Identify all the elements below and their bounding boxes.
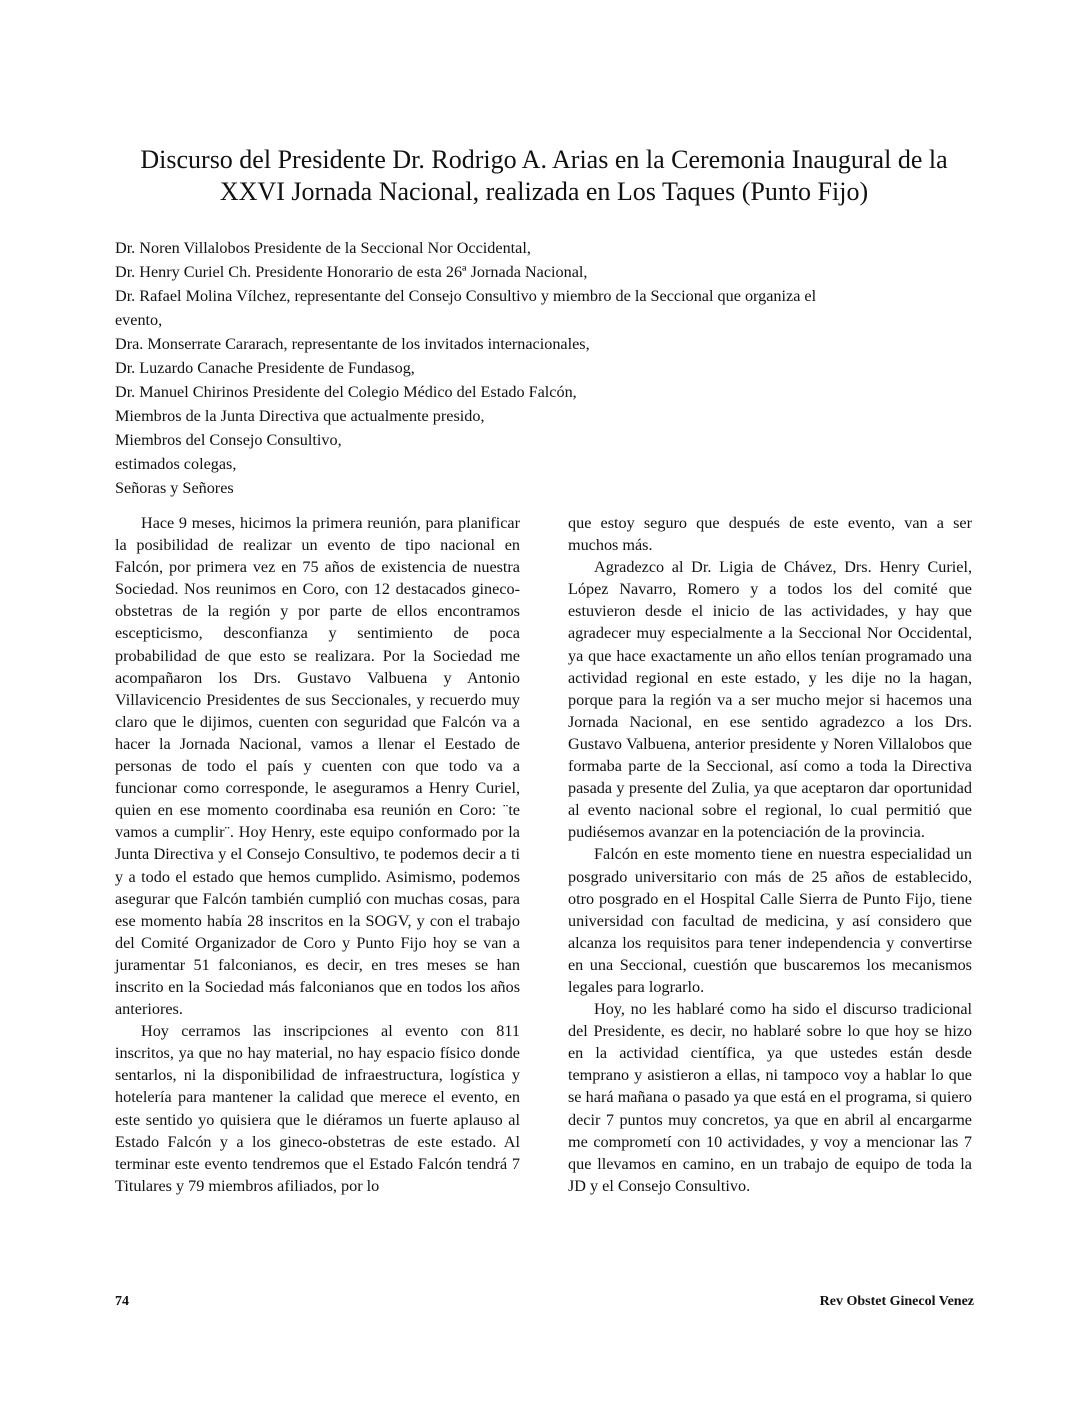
body-paragraph: Hoy, no les hablaré como ha sido el discurso tradicional del Presidente, es decir, no hablaré sobre lo que hoy se hizo en la actividad científica, ya que ustedes están desde temprano y asistieron a ellas, ni tampoco voy a hablar lo que se hará mañana o pasado ya que está en el programa, si quiero decir 7 puntos muy concretos, ya que en abril al encargarme me comprometí con 10 actividades, y voy a mencionar las 7 que llevamos en camino, en un trabajo de equipo de toda la JD y el Consejo Consultivo.: [568, 1000, 972, 1195]
salutation-line: Dr. Henry Curiel Ch. Presidente Honorario de esta 26ª Jornada Nacional,: [115, 263, 588, 281]
salutation-line: Dr. Noren Villalobos Presidente de la Seccional Nor Occidental,: [115, 239, 531, 257]
salutations-list: [115, 236, 1005, 500]
title-line-1: Discurso del Presidente Dr. Rodrigo A. Arias en la Ceremonia Inaugural de la: [140, 145, 948, 174]
salutation-line: Dr. Rafael Molina Vílchez, representante del Consejo Consultivo y miembro de la Seccional que organiza el: [115, 287, 817, 305]
body-paragraph: Hace 9 meses, hicimos la primera reunión, para planificar la posibilidad de realizar un evento de tipo nacional en Falcón, por primera vez en 75 años de existencia de nuestra Sociedad. Nos reunimos en Coro, con 12 destacados gineco-obstetras de la región y por parte de ellos encontramos escepticismo, desconfianza y sentimiento de poca probabilidad de que esto se realizara. Por la Sociedad me acompañaron los Drs. Gustavo Valbuena y Antonio Villavicencio Presidentes de sus Seccionales, y recuerdo muy claro que le dijimos, cuenten con seguridad que Falcón va a hacer la Jornada Nacional, vamos a llenar el Eestado de personas de todo el país y cuenten con que todo va a funcionar como corresponde, le aseguramos a Henry Curiel, quien en ese momento coordinaba esa reunión en Coro: ¨te vamos a cumplir¨. Hoy Henry, este equipo conformado por la Junta Directiva y el Consejo Consultivo, te podemos decir a ti y a todo el estado que hemos cumplido. Asimismo, podemos asegurar que Falcón también cumplió con muchas cosas, para ese momento había 28 inscritos en la SOGV, y con el trabajo del Comité Organizador de Coro y Punto Fijo hoy se van a juramentar 51 falconianos, es decir, en tres meses se han inscrito en la Sociedad más falconianos que en todos los años anteriores.: [115, 514, 520, 1019]
salutation-line: evento,: [115, 311, 163, 329]
left-column: [115, 512, 520, 1197]
body-paragraph: Agradezco al Dr. Ligia de Chávez, Drs. Henry Curiel, López Navarro, Romero y a todos los del comité que estuvieron desde el inicio de las actividades, y hay que agradecer muy especialmente a la Seccional Nor Occidental, ya que hace exactamente un año ellos tenían programado una actividad regional en este estado, y les dije no la hagan, porque para la región va a ser mucho mejor si hacemos una Jornada Nacional, en ese sentido agradezco a los Drs. Gustavo Valbuena, anterior presidente y Noren Villalobos que formaba parte de la Seccional, así como a toda la Directiva pasada y presente del Zulia, ya que aceptaron dar oportunidad al evento nacional sobre el regional, lo cual permitió que pudiésemos avanzar en la potenciación de la provincia.: [568, 558, 972, 842]
salutation-line: Dra. Monserrate Cararach, representante de los invitados internacionales,: [115, 335, 590, 353]
salutation-line: Señoras y Señores: [115, 479, 234, 497]
salutation-line: Miembros de la Junta Directiva que actualmente presido,: [115, 407, 485, 425]
salutation-line: Miembros del Consejo Consultivo,: [115, 431, 342, 449]
salutation-line: Dr. Manuel Chirinos Presidente del Colegio Médico del Estado Falcón,: [115, 383, 577, 401]
salutation-line: Dr. Luzardo Canache Presidente de Fundasog,: [115, 359, 415, 377]
body-paragraph: Falcón en este momento tiene en nuestra especialidad un posgrado universitario con más de 25 años de establecido, otro posgrado en el Hospital Calle Sierra de Punto Fijo, tiene universidad con facultad de medicina, y así considero que alcanza los requisitos para tener independencia y convertirse en una Seccional, cuestión que buscaremos los mecanismos legales para lograrlo.: [568, 845, 972, 996]
body-paragraph-continued: que estoy seguro que después de este evento, van a ser muchos más.: [568, 514, 972, 555]
article-title: [100, 144, 988, 208]
title-line-2: XXVI Jornada Nacional, realizada en Los Taques (Punto Fijo): [219, 177, 869, 206]
page-number: 74: [115, 1294, 129, 1309]
salutation-line: estimados colegas,: [115, 455, 237, 473]
right-column: [568, 512, 972, 1197]
journal-name: Rev Obstet Ginecol Venez: [819, 1294, 974, 1309]
body-paragraph: Hoy cerramos las inscripciones al evento con 811 inscritos, ya que no hay material, no hay espacio físico donde sentarlos, ni la disponibilidad de infraestructura, logística y hotelería para mantener la calidad que merece el evento, en este sentido yo quisiera que le diéramos un fuerte aplauso al Estado Falcón y a los gineco-obstetras de este estado. Al terminar este evento tendremos que el Estado Falcón tendrá 7 Titulares y 79 miembros afiliados, por lo: [115, 1022, 520, 1195]
